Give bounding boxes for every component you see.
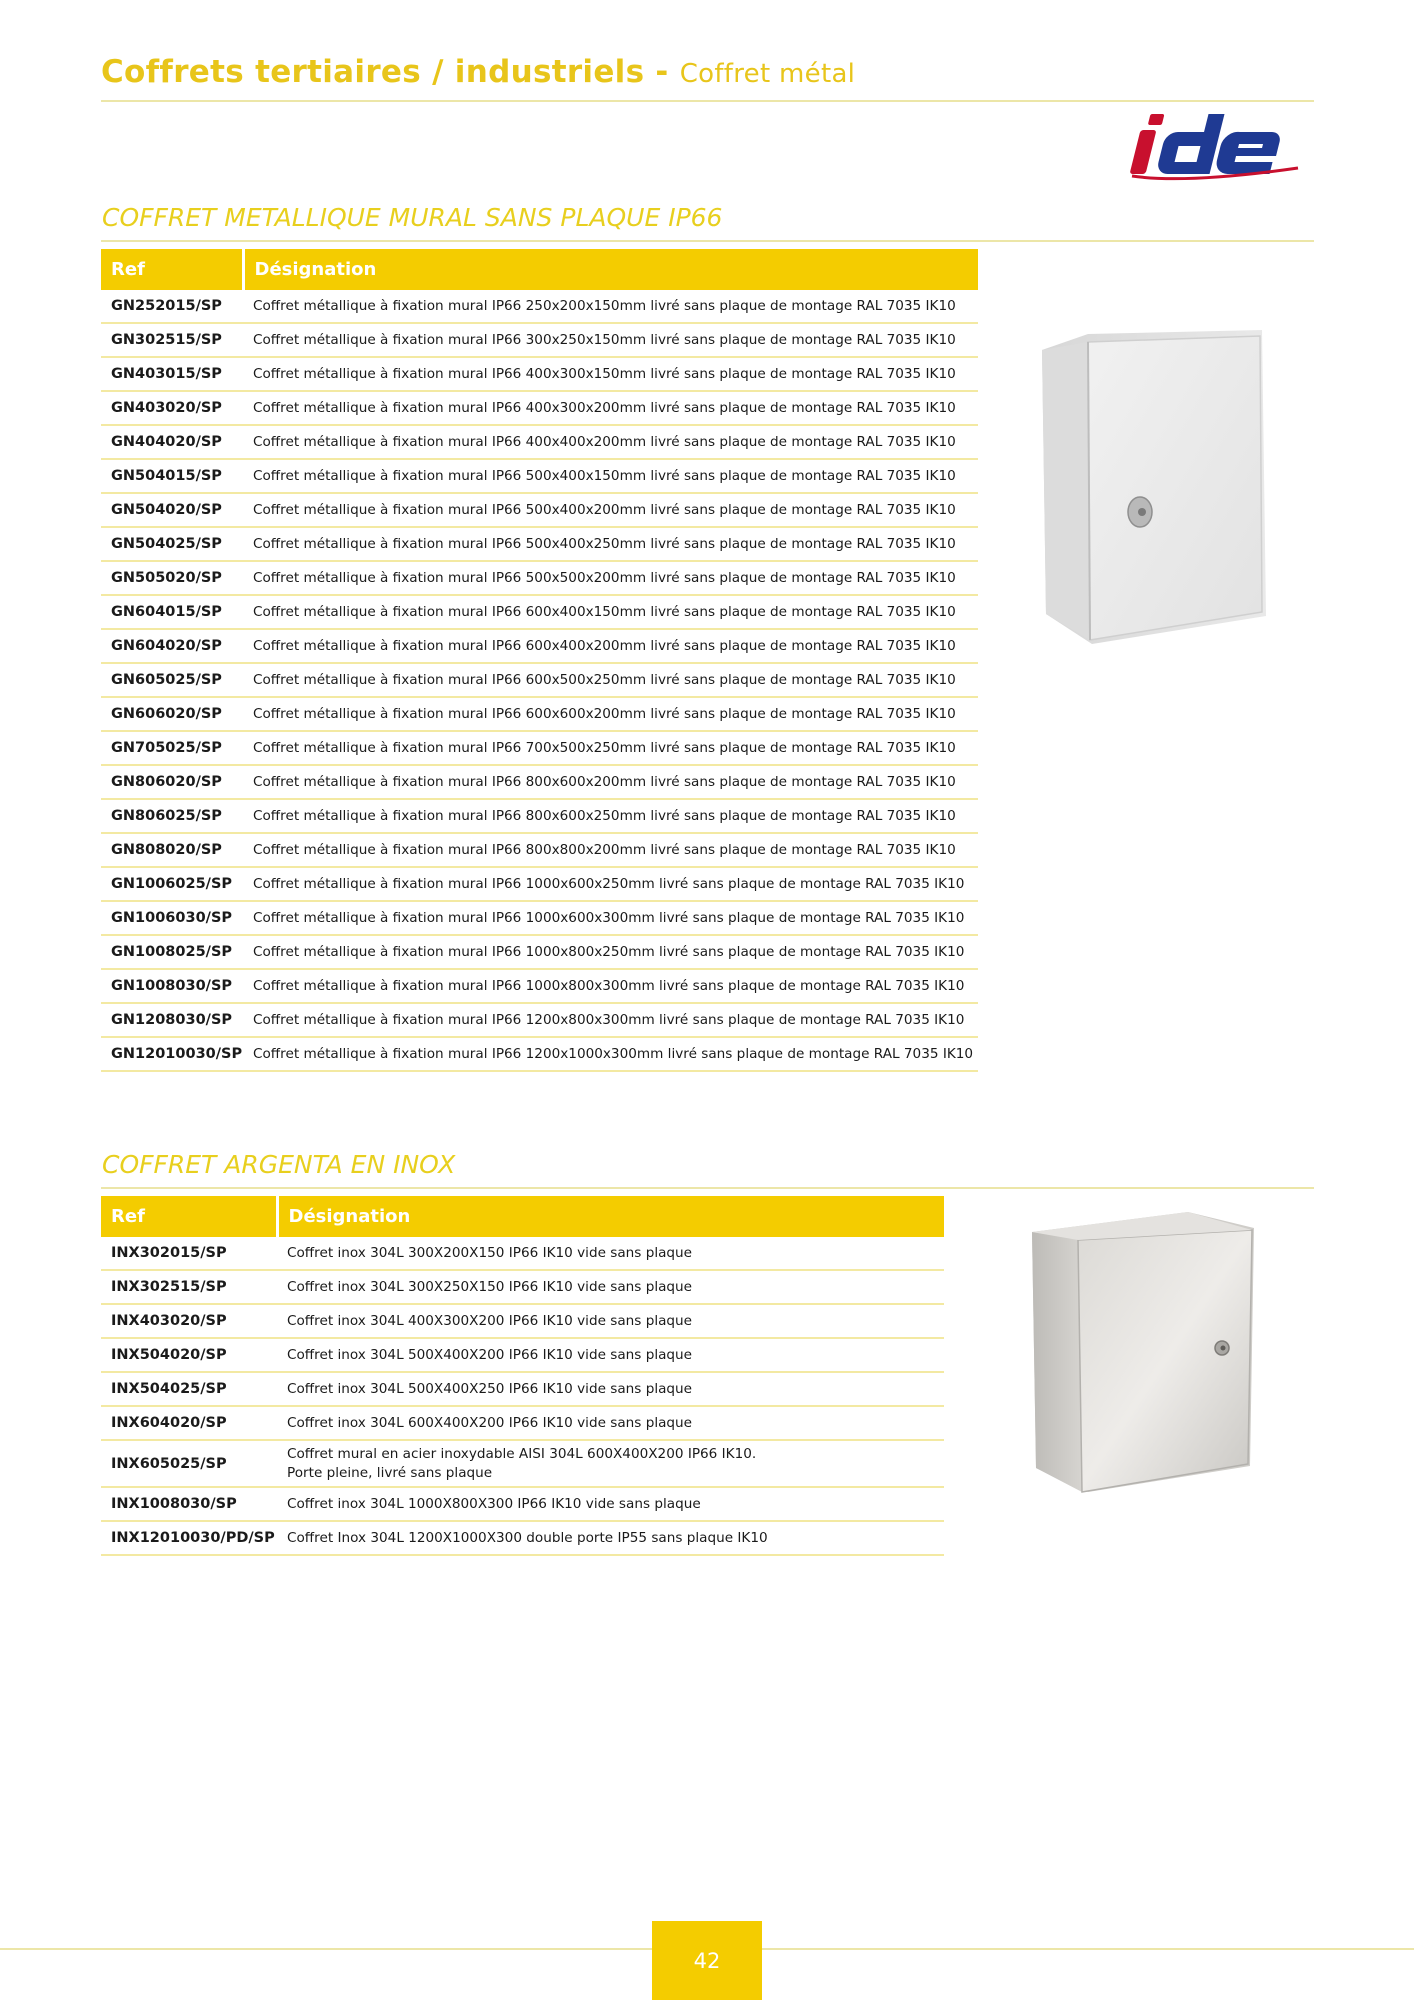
- table-row: [101, 799, 978, 833]
- table-row: [101, 459, 978, 493]
- table-row: [101, 697, 978, 731]
- table-row: [101, 391, 978, 425]
- ref-cell: GN252015/SP: [101, 290, 243, 323]
- ref-cell: INX1008030/SP: [101, 1487, 277, 1521]
- inox-enclosure-table: [101, 1196, 944, 1556]
- designation-cell: Coffret métallique à fixation mural IP66 400x300x150mm livré sans plaque de montage RAL 7035 IK10: [243, 357, 978, 391]
- ref-cell: INX504025/SP: [101, 1372, 277, 1406]
- designation-cell: Coffret métallique à fixation mural IP66 250x200x150mm livré sans plaque de montage RAL 7035 IK10: [243, 290, 978, 323]
- designation-cell: Coffret métallique à fixation mural IP66 1000x600x250mm livré sans plaque de montage RAL 7035 IK10: [243, 867, 978, 901]
- table-row: [101, 901, 978, 935]
- designation-cell: Coffret métallique à fixation mural IP66 500x400x250mm livré sans plaque de montage RAL 7035 IK10: [243, 527, 978, 561]
- ref-cell: GN808020/SP: [101, 833, 243, 867]
- table-row: [101, 493, 978, 527]
- designation-cell: Coffret métallique à fixation mural IP66 600x500x250mm livré sans plaque de montage RAL 7035 IK10: [243, 663, 978, 697]
- designation-cell: Coffret métallique à fixation mural IP66 600x400x150mm livré sans plaque de montage RAL 7035 IK10: [243, 595, 978, 629]
- designation-cell: Coffret métallique à fixation mural IP66 300x250x150mm livré sans plaque de montage RAL 7035 IK10: [243, 323, 978, 357]
- ref-cell: GN504015/SP: [101, 459, 243, 493]
- table-row: [101, 323, 978, 357]
- table-row: [101, 527, 978, 561]
- designation-cell: Coffret métallique à fixation mural IP66 600x600x200mm livré sans plaque de montage RAL 7035 IK10: [243, 697, 978, 731]
- section-title-inox: COFFRET ARGENTA EN INOX: [102, 1150, 456, 1179]
- table-row: [101, 425, 978, 459]
- table-row: [101, 595, 978, 629]
- page-number-box: [652, 1921, 762, 2000]
- ref-cell: GN1008030/SP: [101, 969, 243, 1003]
- ref-cell: GN403020/SP: [101, 391, 243, 425]
- table-row: [101, 833, 978, 867]
- ref-cell: GN403015/SP: [101, 357, 243, 391]
- designation-cell: Coffret métallique à fixation mural IP66 700x500x250mm livré sans plaque de montage RAL 7035 IK10: [243, 731, 978, 765]
- table-row: [101, 1521, 944, 1555]
- designation-cell: Coffret métallique à fixation mural IP66 800x600x200mm livré sans plaque de montage RAL 7035 IK10: [243, 765, 978, 799]
- designation-cell: Coffret métallique à fixation mural IP66 1000x800x250mm livré sans plaque de montage RAL 7035 IK10: [243, 935, 978, 969]
- table-row: [101, 1338, 944, 1372]
- designation-cell: Coffret métallique à fixation mural IP66 1200x1000x300mm livré sans plaque de montage RAL 7035 IK10: [243, 1037, 978, 1071]
- ref-cell: INX604020/SP: [101, 1406, 277, 1440]
- table-row: [101, 1270, 944, 1304]
- section-divider: [101, 1187, 1314, 1189]
- table-row: [101, 629, 978, 663]
- designation-cell: Coffret inox 304L 500X400X200 IP66 IK10 vide sans plaque: [277, 1338, 944, 1372]
- ref-cell: GN404020/SP: [101, 425, 243, 459]
- ref-cell: GN504025/SP: [101, 527, 243, 561]
- ref-cell: GN605025/SP: [101, 663, 243, 697]
- page-subtitle: Coffret métal: [679, 59, 856, 89]
- ref-cell: GN12010030/SP: [101, 1037, 243, 1071]
- metal-enclosure-image: [1030, 326, 1270, 656]
- designation-cell: Coffret métallique à fixation mural IP66 500x400x150mm livré sans plaque de montage RAL 7035 IK10: [243, 459, 978, 493]
- column-header-ref: Ref: [101, 1196, 277, 1237]
- ref-cell: INX302515/SP: [101, 1270, 277, 1304]
- table-row: [101, 561, 978, 595]
- ref-cell: INX605025/SP: [101, 1440, 277, 1487]
- table-row: [101, 935, 978, 969]
- page-title-main: Coffrets tertiaires / industriels -: [101, 54, 680, 90]
- ref-cell: GN705025/SP: [101, 731, 243, 765]
- table-row: [101, 1487, 944, 1521]
- section-title-metallique: COFFRET METALLIQUE MURAL SANS PLAQUE IP66: [102, 203, 723, 232]
- table-row: [101, 1037, 978, 1071]
- column-header-designation: Désignation: [277, 1196, 944, 1237]
- ide-logo: [1126, 108, 1300, 182]
- column-header-designation: Désignation: [243, 249, 978, 290]
- ref-cell: GN1208030/SP: [101, 1003, 243, 1037]
- ref-cell: GN1008025/SP: [101, 935, 243, 969]
- table-header-row: [101, 1196, 944, 1237]
- ref-cell: INX302015/SP: [101, 1237, 277, 1270]
- designation-cell: Coffret inox 304L 500X400X250 IP66 IK10 vide sans plaque: [277, 1372, 944, 1406]
- table-row: [101, 731, 978, 765]
- page-number: 42: [693, 1948, 721, 1973]
- designation-cell: Coffret inox 304L 1000X800X300 IP66 IK10 vide sans plaque: [277, 1487, 944, 1521]
- ref-cell: INX12010030/PD/SP: [101, 1521, 277, 1555]
- table-header-row: [101, 249, 978, 290]
- table-row: [101, 1372, 944, 1406]
- ref-cell: GN806020/SP: [101, 765, 243, 799]
- column-header-ref: Ref: [101, 249, 243, 290]
- designation-cell: Coffret métallique à fixation mural IP66 800x800x200mm livré sans plaque de montage RAL 7035 IK10: [243, 833, 978, 867]
- section-divider: [101, 240, 1314, 242]
- table-row: [101, 1440, 944, 1487]
- designation-cell: Coffret inox 304L 300X250X150 IP66 IK10 vide sans plaque: [277, 1270, 944, 1304]
- table-row: [101, 1237, 944, 1270]
- designation-cell: Coffret métallique à fixation mural IP66 800x600x250mm livré sans plaque de montage RAL 7035 IK10: [243, 799, 978, 833]
- ref-cell: GN505020/SP: [101, 561, 243, 595]
- ref-cell: GN1006030/SP: [101, 901, 243, 935]
- header-divider: [101, 100, 1314, 102]
- designation-cell: Coffret métallique à fixation mural IP66 600x400x200mm livré sans plaque de montage RAL 7035 IK10: [243, 629, 978, 663]
- designation-cell: Coffret inox 304L 400X300X200 IP66 IK10 vide sans plaque: [277, 1304, 944, 1338]
- designation-cell: Coffret métallique à fixation mural IP66 500x400x200mm livré sans plaque de montage RAL 7035 IK10: [243, 493, 978, 527]
- table-row: [101, 765, 978, 799]
- table-row: [101, 357, 978, 391]
- designation-cell: Coffret inox 304L 600X400X200 IP66 IK10 vide sans plaque: [277, 1406, 944, 1440]
- table-row: [101, 969, 978, 1003]
- designation-cell: Coffret métallique à fixation mural IP66 400x400x200mm livré sans plaque de montage RAL 7035 IK10: [243, 425, 978, 459]
- ref-cell: GN604020/SP: [101, 629, 243, 663]
- ref-cell: GN302515/SP: [101, 323, 243, 357]
- ref-cell: GN606020/SP: [101, 697, 243, 731]
- designation-cell: Coffret métallique à fixation mural IP66 1200x800x300mm livré sans plaque de montage RAL 7035 IK10: [243, 1003, 978, 1037]
- table-row: [101, 867, 978, 901]
- inox-enclosure-image: [1028, 1210, 1258, 1500]
- table-row: [101, 290, 978, 323]
- ref-cell: GN806025/SP: [101, 799, 243, 833]
- designation-cell: Coffret métallique à fixation mural IP66 1000x800x300mm livré sans plaque de montage RAL 7035 IK10: [243, 969, 978, 1003]
- table-row: [101, 1406, 944, 1440]
- designation-cell: Coffret métallique à fixation mural IP66 1000x600x300mm livré sans plaque de montage RAL 7035 IK10: [243, 901, 978, 935]
- table-row: [101, 1003, 978, 1037]
- metal-enclosure-table: [101, 249, 978, 1072]
- table-row: [101, 663, 978, 697]
- ref-cell: INX403020/SP: [101, 1304, 277, 1338]
- designation-cell: Coffret Inox 304L 1200X1000X300 double porte IP55 sans plaque IK10: [277, 1521, 944, 1555]
- table-row: [101, 1304, 944, 1338]
- ref-cell: GN1006025/SP: [101, 867, 243, 901]
- ref-cell: INX504020/SP: [101, 1338, 277, 1372]
- designation-cell: Coffret métallique à fixation mural IP66 400x300x200mm livré sans plaque de montage RAL 7035 IK10: [243, 391, 978, 425]
- designation-cell: Coffret mural en acier inoxydable AISI 304L 600X400X200 IP66 IK10. Porte pleine, livré sans plaque: [277, 1440, 944, 1487]
- ref-cell: GN604015/SP: [101, 595, 243, 629]
- designation-cell: Coffret inox 304L 300X200X150 IP66 IK10 vide sans plaque: [277, 1237, 944, 1270]
- designation-cell: Coffret métallique à fixation mural IP66 500x500x200mm livré sans plaque de montage RAL 7035 IK10: [243, 561, 978, 595]
- ref-cell: GN504020/SP: [101, 493, 243, 527]
- page-title: [101, 54, 855, 90]
